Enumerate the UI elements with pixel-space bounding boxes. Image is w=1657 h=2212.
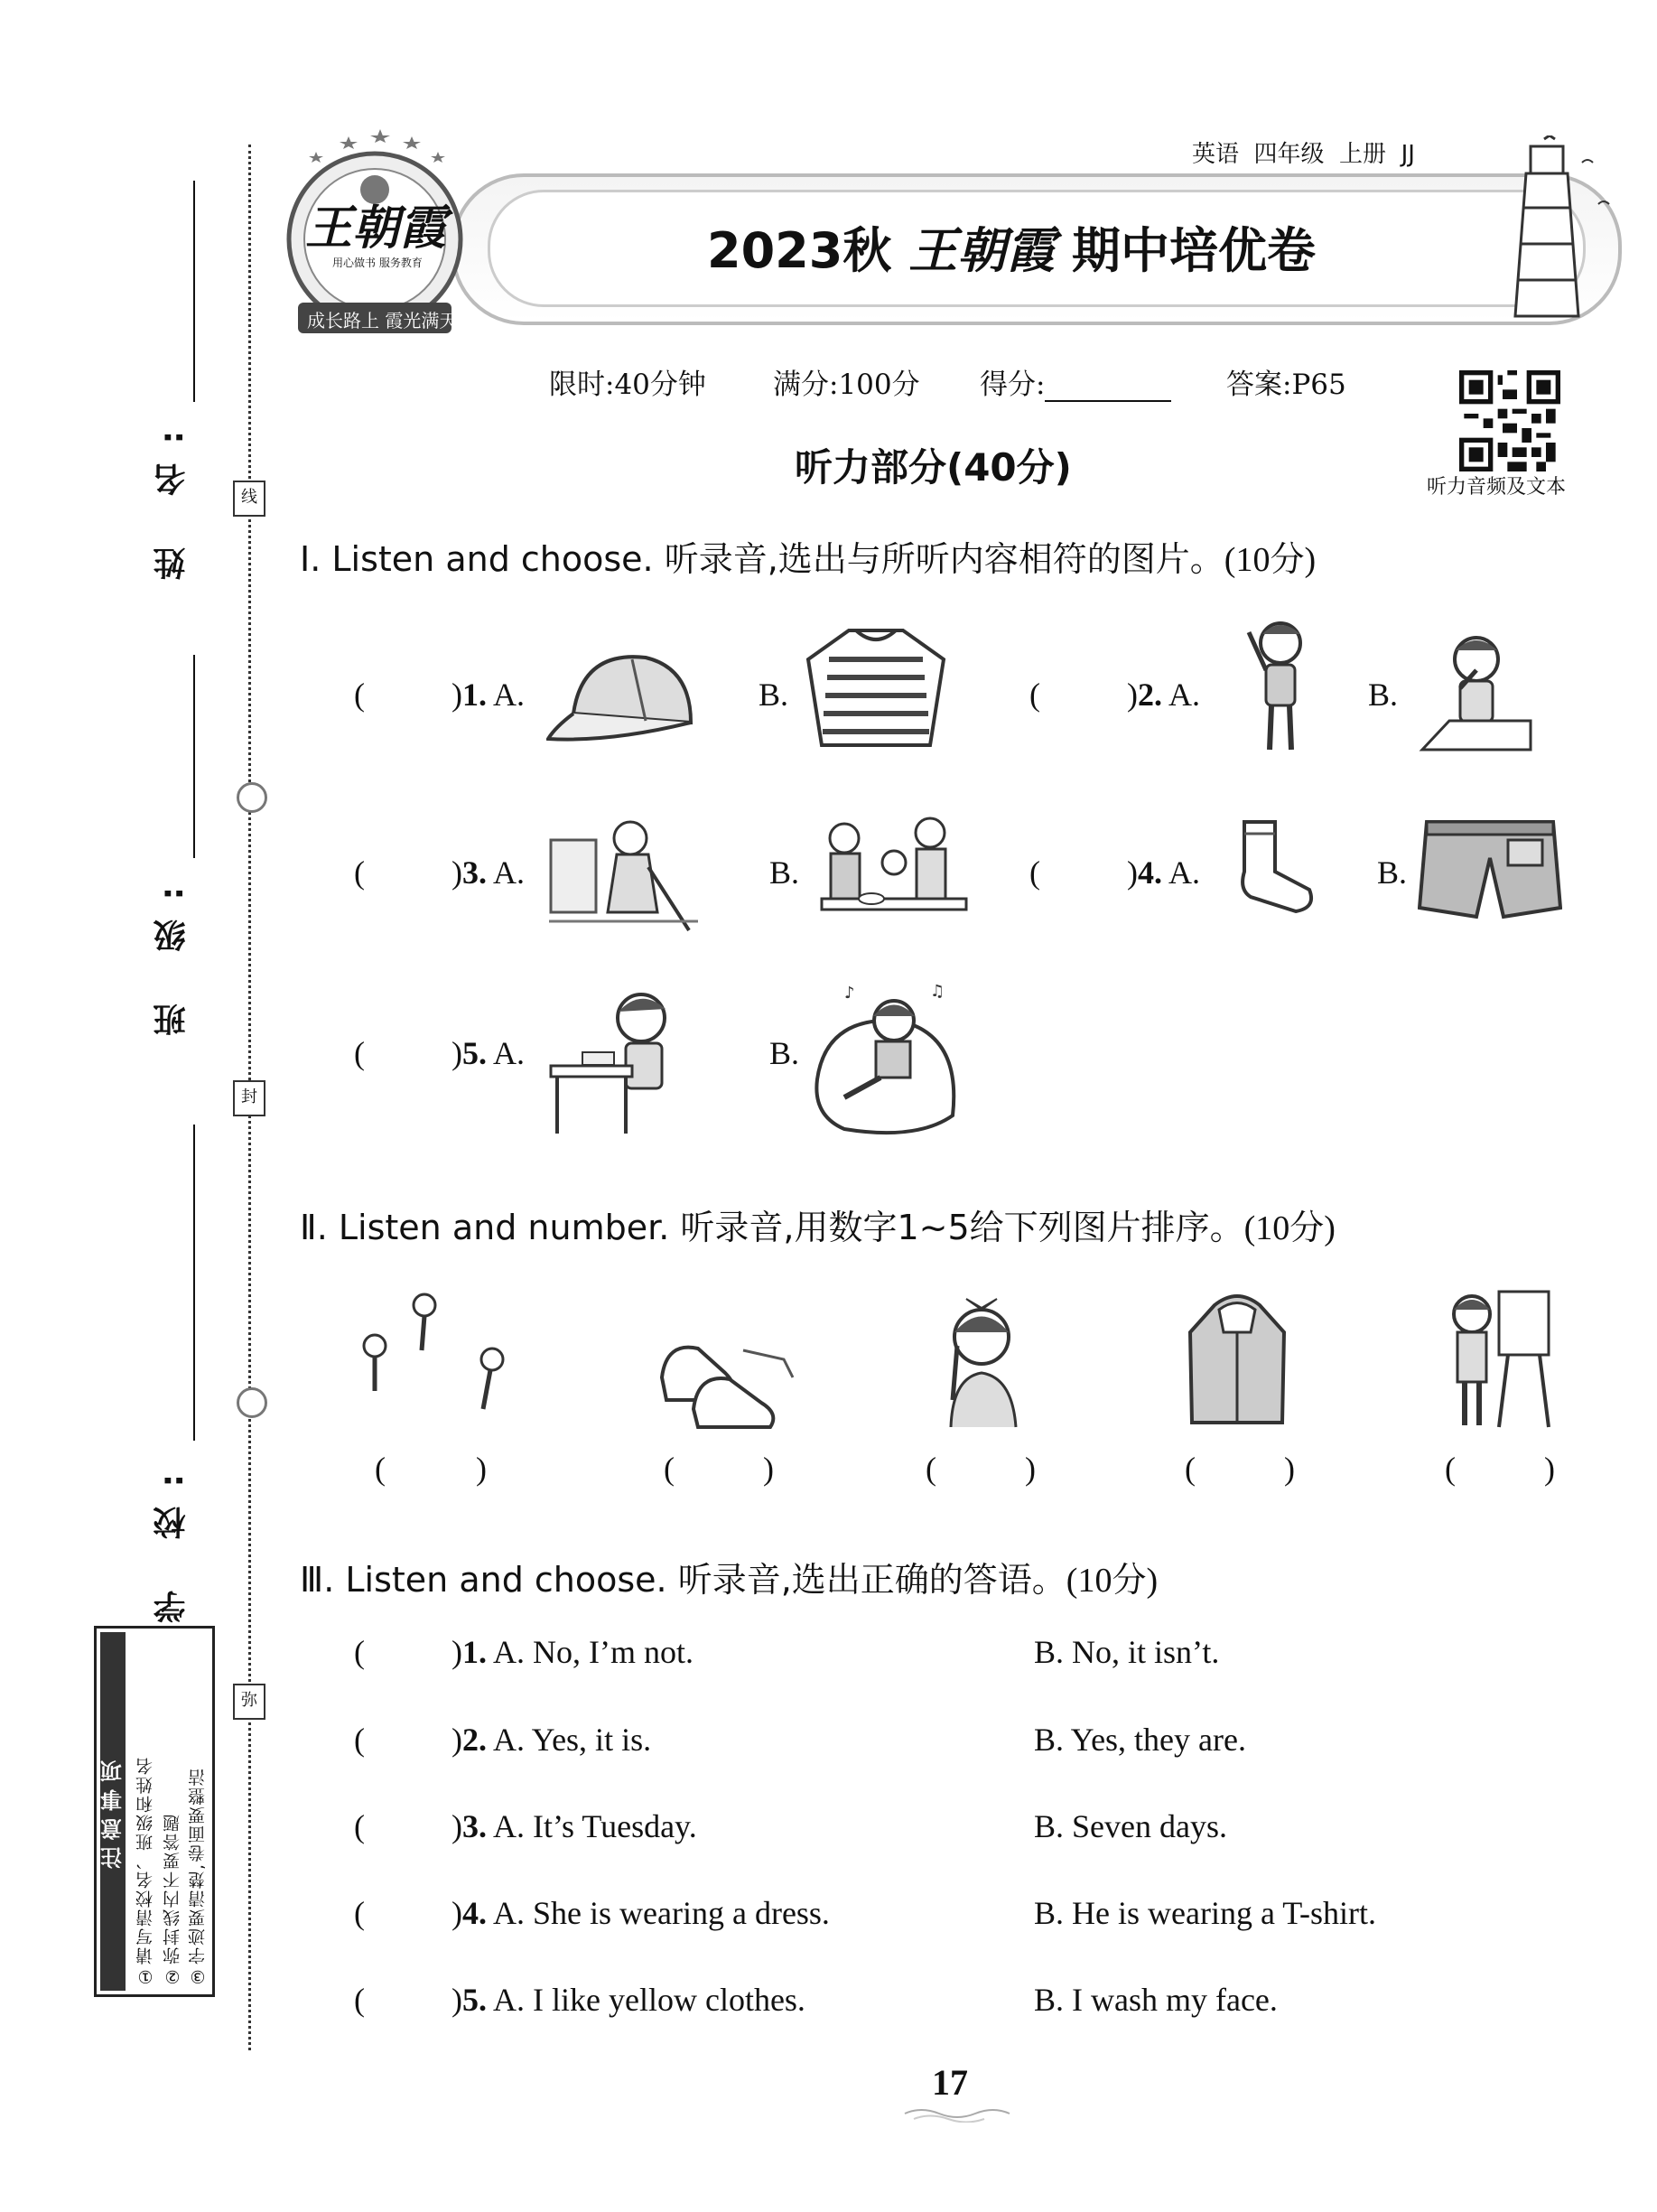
answer-paren[interactable]: ( xyxy=(354,1722,365,1758)
boy-brushing-teeth-icon[interactable] xyxy=(1413,623,1540,754)
class-label: 班 级: xyxy=(154,867,191,1036)
q-num: 2. xyxy=(1138,677,1162,713)
page-title xyxy=(506,212,1517,282)
question-row: )1. A. No, I’m not. xyxy=(451,1634,694,1670)
note-item: ③字迹要清楚,卷面要整洁 xyxy=(188,1767,208,1986)
option-b: B. xyxy=(769,854,800,891)
svg-text:♪: ♪ xyxy=(844,984,855,1003)
note-item: ②弥封线内不要答题 xyxy=(163,1813,182,1986)
subject-line: 英语 四年级 上册 JJ xyxy=(1192,141,1415,168)
boy-waving-icon[interactable] xyxy=(1235,614,1326,759)
title-year: 2023秋 xyxy=(707,222,892,279)
time-limit: 限时:40分钟 xyxy=(549,369,706,401)
title-brand: 王朝霞 xyxy=(908,221,1056,279)
option-b: B. xyxy=(759,677,789,713)
section2-points: (10分) xyxy=(1243,1209,1336,1247)
option-a: A. It’s Tuesday. xyxy=(493,1808,697,1844)
score-label xyxy=(980,361,1171,402)
question-number: )4. A. xyxy=(1127,854,1201,891)
notes-title: 注意事项 xyxy=(100,1632,126,1991)
option-b: B. I wash my face. xyxy=(1034,1982,1278,2018)
school-label: 学 校: xyxy=(154,1454,191,1623)
section2-title-text: Ⅱ. Listen and number. 听录音,用数字1~5给下列图片排序。 xyxy=(300,1208,1244,1247)
seal-mark-mi: 弥 xyxy=(233,1684,265,1720)
option-a: A. xyxy=(1168,677,1201,713)
school-underline xyxy=(193,1125,195,1441)
jacket-icon[interactable] xyxy=(1183,1292,1291,1427)
answer-paren-close: ) xyxy=(1284,1451,1295,1487)
section1-title xyxy=(300,531,1316,581)
answer-paren[interactable]: ( xyxy=(1029,677,1040,713)
answer-paren[interactable]: ( xyxy=(1445,1451,1456,1487)
q-num: 4. xyxy=(1138,854,1162,891)
svg-text:♫: ♫ xyxy=(930,982,945,1001)
section1-points: (10分) xyxy=(1224,541,1317,579)
question-row: )5. A. I like yellow clothes. xyxy=(451,1982,805,2018)
option-a: A. xyxy=(493,677,526,713)
q-num: 5. xyxy=(462,1982,487,2018)
name-underline xyxy=(193,181,195,402)
children-playing-icon[interactable] xyxy=(348,1292,515,1432)
answer-paren[interactable]: ( xyxy=(926,1451,936,1487)
option-b: B. Seven days. xyxy=(1034,1808,1227,1844)
q-num: 4. xyxy=(462,1895,487,1931)
q-num: 1. xyxy=(462,1634,487,1670)
option-a: A. Yes, it is. xyxy=(493,1722,652,1758)
answer-paren[interactable]: ( xyxy=(375,1451,386,1487)
question-row: )2. A. Yes, it is. xyxy=(451,1722,652,1758)
class-underline xyxy=(193,655,195,858)
answer-paren[interactable]: ( xyxy=(354,1808,365,1844)
option-a: A. xyxy=(493,1035,526,1071)
shorts-icon[interactable] xyxy=(1418,817,1562,921)
section3-title xyxy=(300,1552,1158,1601)
logo-slogan: 成长路上 霞光满天 xyxy=(307,310,458,331)
seal-mark-line: 线 xyxy=(233,481,265,517)
woman-cleaning-icon[interactable] xyxy=(549,813,698,935)
qr-code-icon[interactable] xyxy=(1459,370,1560,471)
q-num: 1. xyxy=(462,677,487,713)
qr-caption: 听力音频及文本 xyxy=(1427,476,1567,499)
boy-reading-desk-icon[interactable] xyxy=(546,980,691,1138)
girl-sofa-music-icon[interactable] xyxy=(808,980,966,1143)
option-b: B. No, it isn’t. xyxy=(1034,1634,1220,1670)
option-a: A. xyxy=(1168,854,1201,891)
answer-paren[interactable]: ( xyxy=(354,1634,365,1670)
option-a: A. I like yellow clothes. xyxy=(493,1982,805,2018)
answer-paren[interactable]: ( xyxy=(664,1451,675,1487)
wave-ornament-icon xyxy=(903,2105,1011,2123)
girl-on-phone-icon[interactable] xyxy=(926,1292,1034,1432)
sneakers-icon[interactable] xyxy=(657,1323,797,1432)
answer-paren[interactable]: ( xyxy=(354,1895,365,1931)
sweater-icon[interactable] xyxy=(804,623,948,754)
note-item: ①请写清校名、班级和姓名 xyxy=(135,1756,155,1986)
q-num: 3. xyxy=(462,854,487,891)
title-rest: 期中培优卷 xyxy=(1071,222,1316,279)
option-b: B. xyxy=(1377,854,1408,891)
part-title: 听力部分(40分) xyxy=(795,445,1072,490)
boy-painting-icon[interactable] xyxy=(1445,1283,1553,1432)
score-blank[interactable] xyxy=(1045,373,1171,402)
question-number: )3. A. xyxy=(451,854,526,891)
swirl-icon xyxy=(237,1387,267,1418)
option-b: B. xyxy=(769,1035,800,1071)
q-num: 3. xyxy=(462,1808,487,1844)
notes-box xyxy=(94,1626,215,1997)
question-row: )4. A. She is wearing a dress. xyxy=(451,1895,830,1931)
question-number: )1. A. xyxy=(451,677,526,713)
question-row: )3. A. It’s Tuesday. xyxy=(451,1808,697,1844)
lighthouse-icon xyxy=(1481,135,1616,325)
logo-small-text: 用心做书 服务教育 xyxy=(332,257,423,269)
q-num: 5. xyxy=(462,1035,487,1071)
section2-title xyxy=(300,1199,1336,1249)
answer-paren[interactable]: ( xyxy=(354,1982,365,2018)
q-num: 2. xyxy=(462,1722,487,1758)
answer-page: 答案:P65 xyxy=(1226,369,1346,401)
option-b: B. Yes, they are. xyxy=(1034,1722,1246,1758)
answer-paren-close: ) xyxy=(476,1451,487,1487)
answer-paren[interactable]: ( xyxy=(354,854,365,891)
option-b: B. He is wearing a T-shirt. xyxy=(1034,1895,1376,1931)
answer-paren[interactable]: ( xyxy=(354,1035,365,1071)
answer-paren[interactable]: ( xyxy=(1029,854,1040,891)
score-text: 得分: xyxy=(980,369,1046,401)
option-b: B. xyxy=(1368,677,1399,713)
section3-title-text: Ⅲ. Listen and choose. 听录音,选出正确的答语。 xyxy=(300,1560,1066,1600)
question-number: )2. A. xyxy=(1127,677,1201,713)
page-number: 17 xyxy=(932,2062,968,2103)
answer-paren-close: ) xyxy=(763,1451,774,1487)
question-number: )5. A. xyxy=(451,1035,526,1071)
logo-text: 王朝霞 xyxy=(305,201,447,256)
section1-title-text: Ⅰ. Listen and choose. 听录音,选出与所听内容相符的图片。 xyxy=(300,539,1224,579)
full-score: 满分:100分 xyxy=(773,369,920,401)
name-label: 姓 名: xyxy=(154,411,191,580)
option-a: A. No, I’m not. xyxy=(493,1634,694,1670)
answer-paren[interactable]: ( xyxy=(1185,1451,1196,1487)
section3-points: (10分) xyxy=(1066,1562,1159,1600)
answer-paren-close: ) xyxy=(1544,1451,1555,1487)
family-dinner-icon[interactable] xyxy=(817,813,971,935)
answer-paren-close: ) xyxy=(1025,1451,1036,1487)
option-a: A. She is wearing a dress. xyxy=(493,1895,830,1931)
option-a: A. xyxy=(493,854,526,891)
cap-icon[interactable] xyxy=(546,641,700,750)
swirl-icon xyxy=(237,782,267,813)
socks-icon[interactable] xyxy=(1228,817,1318,917)
seal-mark-seal: 封 xyxy=(233,1080,265,1116)
answer-paren[interactable]: ( xyxy=(354,677,365,713)
